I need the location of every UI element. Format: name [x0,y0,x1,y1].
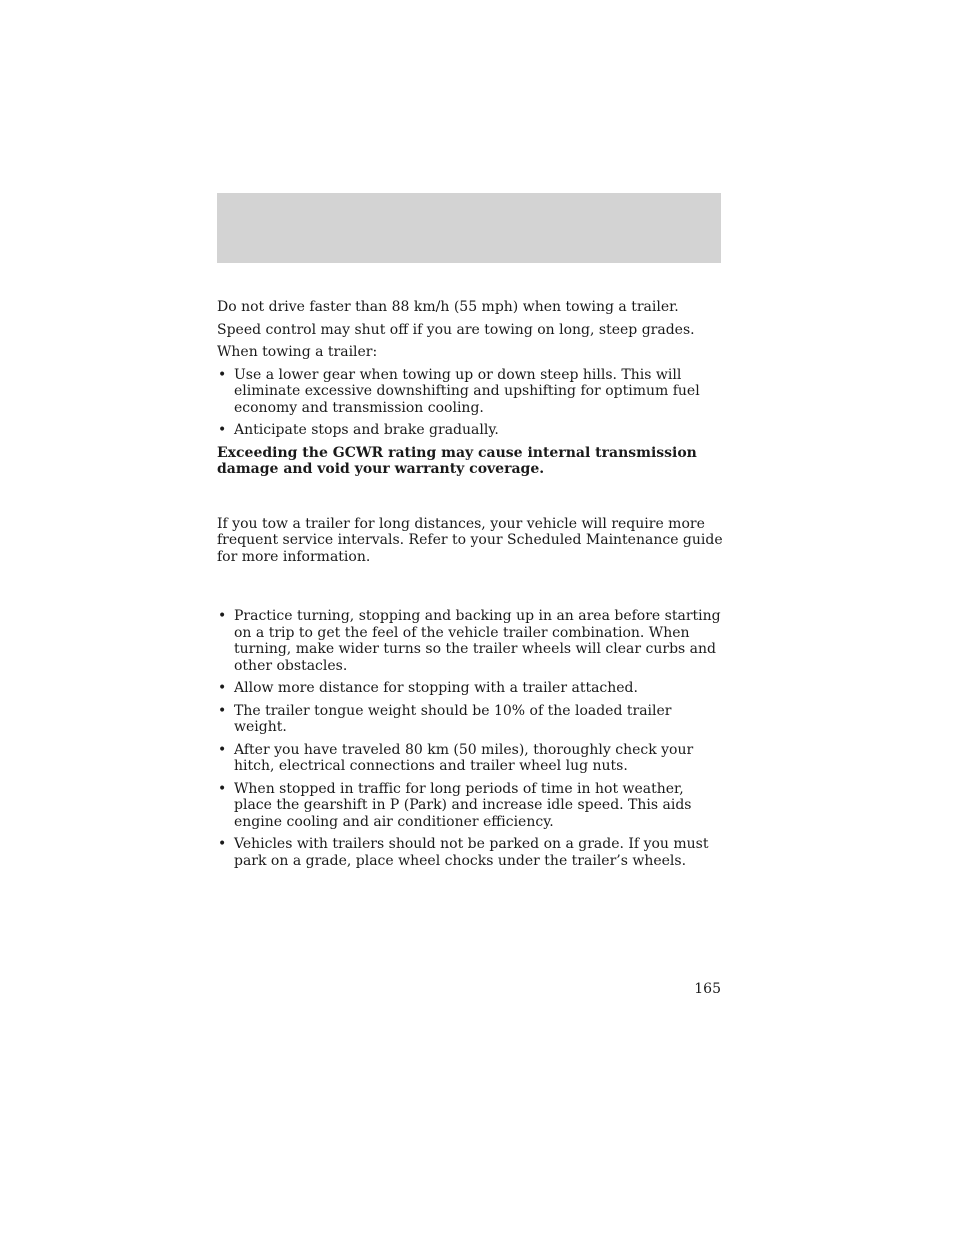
list-item-text: When stopped in traffic for long periods of time in hot weather, place the gearshift in P (Park) and increase idle speed. This aids engine cooling and air conditioner efficiency. [234,780,692,830]
speed-control-paragraph: Speed control may shut off if you are towing on long, steep grades. [217,321,695,338]
bullet-icon: • [218,422,227,438]
list-item [217,608,725,674]
list-item [217,742,725,775]
page-content [217,299,725,875]
section-spacer [217,484,725,516]
list-item [217,680,725,697]
list-item-text: Allow more distance for stopping with a trailer attached. [234,680,638,696]
section-spacer [217,571,725,608]
when-towing-paragraph: When towing a trailer: [217,344,378,360]
list-item [217,836,725,869]
bullet-icon: • [218,741,227,758]
list-item [217,367,725,417]
list-item-text: Use a lower gear when towing up or down steep hills. This will eliminate excessive downshifting and upshifting for optimum fuel economy and transmission cooling. [234,366,700,416]
service-interval-paragraph: If you tow a trailer for long distances, your vehicle will require more frequent service intervals. Refer to your Scheduled Maintenance guide for more information. [217,515,723,565]
list-item [217,781,725,831]
page-number: 165 [694,981,721,997]
speed-limit-paragraph: Do not drive faster than 88 km/h (55 mph) when towing a trailer. [217,299,679,315]
list-item-text: Practice turning, stopping and backing up in an area before starting on a trip to get the feel of the vehicle trailer combination. When turning, make wider turns so the trailer wheels will clear curbs and other obstacles. [234,608,721,674]
bullet-icon: • [218,608,227,624]
bullet-icon: • [218,780,227,797]
section-header-band [217,193,721,263]
bullet-icon: • [218,836,227,852]
trailer-tips-list [217,608,725,869]
list-item-text: After you have traveled 80 km (50 miles), thoroughly check your hitch, electrical connections and trailer wheel lug nuts. [234,741,694,774]
list-item-text: The trailer tongue weight should be 10% of the loaded trailer weight. [234,702,672,735]
list-item [217,703,725,736]
list-item-text: Vehicles with trailers should not be parked on a grade. If you must park on a grade, place wheel chocks under the trailer’s wheels. [234,836,709,869]
list-item-text: Anticipate stops and brake gradually. [234,422,499,438]
list-item [217,422,725,439]
towing-bullet-list [217,367,725,439]
bullet-icon: • [218,366,227,383]
gcwr-warning: Exceeding the GCWR rating may cause internal transmission damage and void your warranty coverage. [217,444,697,477]
bullet-icon: • [218,680,227,696]
bullet-icon: • [218,702,227,719]
